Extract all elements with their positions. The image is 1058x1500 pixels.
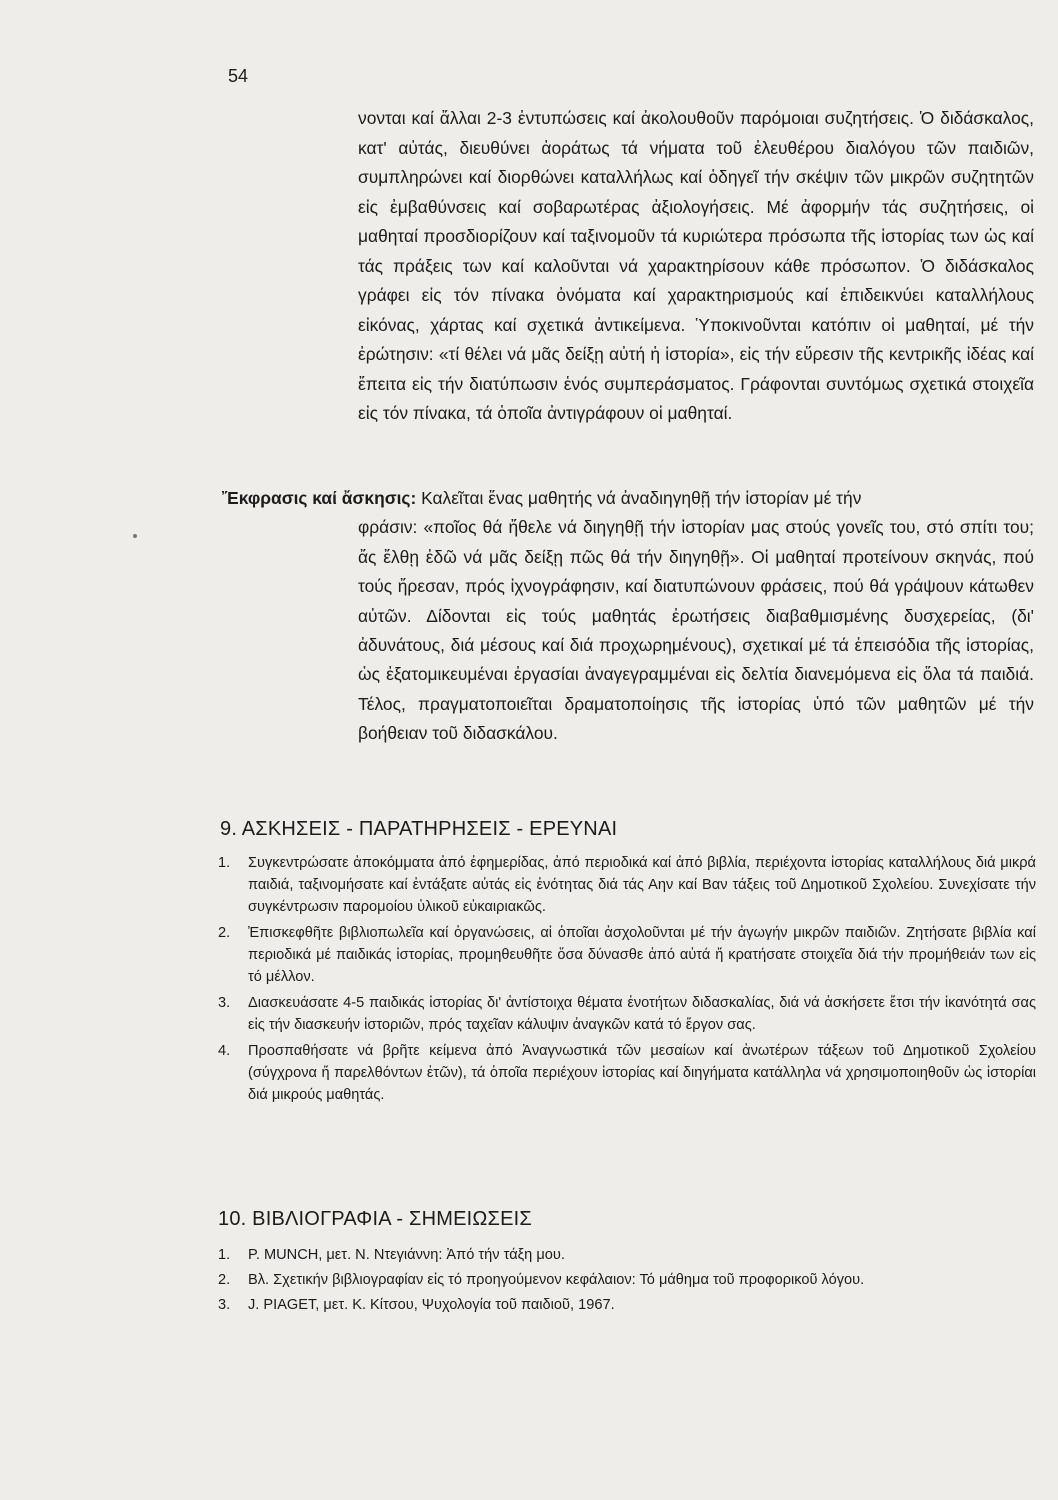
exercise-item xyxy=(218,922,1036,988)
bibliography-number: 1. xyxy=(218,1247,231,1263)
main-paragraph-block xyxy=(358,104,1034,429)
exercise-number: 3. xyxy=(218,995,231,1011)
margin-dot xyxy=(133,534,137,538)
exercise-number: 2. xyxy=(218,925,231,941)
main-paragraph: νονται καί ἄλλαι 2-3 ἐντυπώσεις καί ἀκολουθοῦν παρόμοιαι συζητήσεις. Ὁ διδάσκαλος, κατ' αὐτάς, διευθύνει ἀοράτως τά νήματα τοῦ ἐλευθέρου διαλόγου τῶν παιδιῶν, συμπληρώνει καί διορθώνει καταλλήλως καί ὁδηγεῖ τήν σκέψιν τῶν μικρῶν συζητητῶν εἰς ἐμβαθύνσεις καί σοβαρωτέρας ἀξιολογήσεις. Μέ ἀφορμήν τάς συζητήσεις, οἱ μαθηταί προσδιορίζουν καί ταξινομοῦν τά κυριώτερα πρόσωπα τῆς ἱστορίας των ὡς καί τάς πράξεις των καί καλοῦνται νά χαρακτηρίσουν κάθε πρόσωπον. Ὁ διδάσκαλος γράφει εἰς τόν πίνακα ὀνόματα καί χαρακτηρισμούς καί ἐπιδεικνύει καταλλήλους εἰκόνας, χάρτας καί σχετικά ἀντικείμενα. Ὑποκινοῦνται κατόπιν οἱ μαθηταί, μέ τήν ἐρώτησιν: «τί θέλει νά μᾶς δείξῃ αὐτή ἡ ἱστορία», εἰς τήν εὕρεσιν τῆς κεντρικῆς ἰδέας καί ἔπειτα εἰς τήν διατύπωσιν ἑνός συμπεράσματος. Γράφονται συντόμως σχετικά στοιχεῖα εἰς τόν πίνακα, τά ὁποῖα ἀντιγράφουν οἱ μαθηταί. xyxy=(358,108,1034,423)
expression-first-text: Καλεῖται ἕνας μαθητής νά ἀναδιηγηθῇ τήν ἱστορίαν μέ τήν xyxy=(416,488,862,508)
page-number: 54 xyxy=(228,66,249,86)
section-10-title: 10. ΒΙΒΛΙΟΓΡΑΦΙΑ - ΣΗΜΕΙΩΣΕΙΣ xyxy=(218,1208,532,1230)
bibliography-item xyxy=(218,1294,1036,1316)
exercise-text: Διασκευάσατε 4-5 παιδικάς ἱστορίας δι' ἀντίστοιχα θέματα ἑνοτήτων διδασκαλίας, διά νά ἀσκήσετε ἔτσι τήν ἱκανότητά σας εἰς τήν διασκευήν ἱστοριῶν, πρός ταχεῖαν κάλυψιν ἀναγκῶν κατά τό ἔργον σας. xyxy=(248,995,1036,1033)
exercise-item xyxy=(218,992,1036,1036)
section-9-title: 9. ΑΣΚΗΣΕΙΣ - ΠΑΡΑΤΗΡΗΣΕΙΣ - ΕΡΕΥΝΑΙ xyxy=(220,818,618,840)
exercise-item xyxy=(218,1040,1036,1106)
bibliography-text: P. MUNCH, μετ. Ν. Ντεγιάννη: Ἀπό τήν τάξη μου. xyxy=(248,1247,565,1263)
expression-first-line xyxy=(222,484,1034,513)
exercise-text: Προσπαθήσατε νά βρῆτε κείμενα ἀπό Ἀναγνωστικά τῶν μεσαίων καί ἀνωτέρων τάξεων τοῦ Δημοτικοῦ Σχολείου (σύγχρονα ἤ παρελθόντων ἐτῶν), τά ὁποῖα περιέχουν ἱστορίας καί διηγήματα κατάλληλα νά χρησιμοποιηθοῦν ὡς ἱστορίαι διά μικρούς μαθητάς. xyxy=(248,1043,1036,1103)
bibliography-item xyxy=(218,1269,1036,1291)
bibliography-item xyxy=(218,1244,1036,1266)
bibliography-text: J. PIAGET, μετ. Κ. Κίτσου, Ψυχολογία τοῦ παιδιοῦ, 1967. xyxy=(248,1297,615,1313)
bibliography-text: Βλ. Σχετικήν βιβλιογραφίαν εἰς τό προηγούμενον κεφάλαιον: Τό μάθημα τοῦ προφορικοῦ λόγου. xyxy=(248,1272,865,1288)
exercise-number: 4. xyxy=(218,1043,231,1059)
exercise-item xyxy=(218,852,1036,918)
bibliography-number: 2. xyxy=(218,1272,231,1288)
bibliography-list xyxy=(218,1244,1036,1319)
expression-lead: Ἔκφρασις καί ἄσκησις: xyxy=(222,488,417,508)
expression-rest: φράσιν: «ποῖος θά ἤθελε νά διηγηθῇ τήν ἱστορίαν μας στούς γονεῖς του, στό σπίτι του; ἄς ἔλθῃ ἐδῶ νά μᾶς δείξῃ πῶς θά τήν διηγηθῇ». Οἱ μαθηταί προτείνουν σκηνάς, πού τούς ἤρεσαν, πρός ἰχνογράφησιν, καί διατυπώνουν φράσεις, πού θά γράψουν κάτωθεν αὐτῶν. Δίδονται εἰς τούς μαθητάς ἐρωτήσεις διαβαθμισμένης δυσχερείας, (δι' ἀδυνάτους, διά μέσους καί διά προχωρημένους), σχετικαί μέ τά ἐπεισόδια τῆς ἱστορίας, ὡς ἐξατομικευμέναι ἐργασίαι ἀναγεγραμμέναι εἰς δελτία διανεμόμενα εἰς ὅλα τά παιδιά. Τέλος, πραγματοποιεῖται δραματοποίησις τῆς ἱστορίας ὑπό τῶν μαθητῶν μέ τήν βοήθειαν τοῦ διδασκάλου. xyxy=(358,517,1034,744)
bibliography-number: 3. xyxy=(218,1297,231,1313)
exercise-number: 1. xyxy=(218,855,231,871)
exercises-list xyxy=(218,852,1036,1110)
expression-paragraph xyxy=(222,484,1034,749)
exercise-text: Ἐπισκεφθῆτε βιβλιοπωλεῖα καί ὀργανώσεις, αἱ ὁποῖαι ἀσχολοῦνται μέ τήν ἀγωγήν μικρῶν παιδιῶν. Ζητήσατε βιβλία καί περιοδικά μέ παιδικάς ἱστορίας, προμηθευθῆτε ὅσα δύνασθε ἀπό αὐτά ἤ κρατήσατε στοιχεῖα διά τήν προμήθειάν των εἰς τό μέλλον. xyxy=(248,925,1036,985)
exercise-text: Συγκεντρώσατε ἀποκόμματα ἀπό ἐφημερίδας, ἀπό περιοδικά καί ἀπό βιβλία, περιέχοντα ἱστορίας καταλλήλους διά μικρά παιδιά, ταξινομήσατε καί ἐντάξατε αὐτάς εἰς ἑνότητας διά τάς Αην καί Βαν τάξεις τοῦ Δημοτικοῦ Σχολείου. Συνεχίσατε τήν συγκέντρωσιν παρομοίου ὑλικοῦ εὐκαιριακῶς. xyxy=(248,855,1036,915)
